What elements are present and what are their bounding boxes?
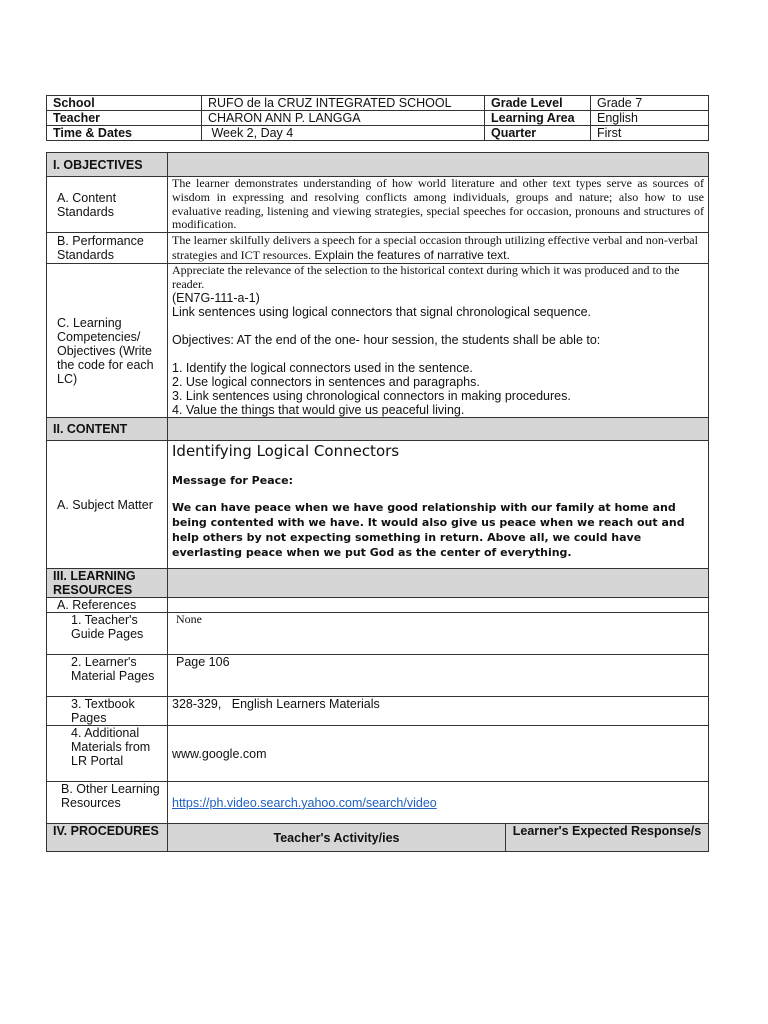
performance-standards-text: The learner skilfully delivers a speech for a special occasion through utilizing effective verbal and non-verbal strategies and ICT resources.: [172, 233, 698, 262]
other-resources-link[interactable]: https://ph.video.search.yahoo.com/search/video: [172, 795, 437, 810]
grade-value: Grade 7: [591, 96, 709, 111]
procedures-heading: IV. PROCEDURES: [47, 824, 168, 852]
content-heading: II. CONTENT: [47, 418, 168, 441]
teachers-guide-label: 1. Teacher's Guide Pages: [47, 613, 168, 655]
additional-materials-label: 4. Additional Materials from LR Portal: [47, 726, 168, 782]
competency-line-2: Link sentences using logical connectors that signal chronological sequence.: [172, 305, 592, 320]
competency-code: (EN7G-111-a-1): [172, 291, 260, 306]
textbook-value: 328-329, English Learners Materials: [168, 697, 709, 726]
learners-material-value: Page 106: [168, 655, 709, 697]
header-table: [46, 95, 709, 141]
time-value: Week 2, Day 4: [202, 126, 485, 141]
objective-item-4: 4. Value the things that would give us peaceful living.: [172, 403, 465, 418]
competencies-cell: [168, 263, 709, 418]
performance-standards-label: B. Performance Standards: [47, 233, 168, 264]
content-heading-fill: [168, 418, 709, 441]
other-resources-cell: [168, 782, 709, 824]
grade-label: Grade Level: [485, 96, 591, 111]
school-value: RUFO de la CRUZ INTEGRATED SCHOOL: [202, 96, 485, 111]
subject-subtitle: Message for Peace:: [172, 474, 294, 488]
teachers-guide-value: None: [168, 613, 709, 655]
area-value: English: [591, 111, 709, 126]
objectives-heading: I. OBJECTIVES: [47, 153, 168, 177]
objective-item-2: 2. Use logical connectors in sentences and paragraphs.: [172, 375, 480, 390]
competency-line-1: Appreciate the relevance of the selection to the historical context during which it was produced and to the reader.: [172, 263, 680, 291]
learner-response-column: Learner's Expected Response/s: [506, 824, 709, 852]
objective-item-3: 3. Link sentences using chronological connectors in making procedures.: [172, 389, 571, 404]
other-resources-label: B. Other Learning Resources: [47, 782, 168, 824]
performance-standards-cell: [168, 233, 709, 264]
school-label: School: [47, 96, 202, 111]
teacher-activity-column: Teacher's Activity/ies: [168, 824, 506, 852]
resources-heading-fill: [168, 569, 709, 598]
objective-item-1: 1. Identify the logical connectors used in the sentence.: [172, 361, 473, 376]
area-label: Learning Area: [485, 111, 591, 126]
objectives-intro: Objectives: AT the end of the one- hour session, the students shall be able to:: [172, 333, 601, 348]
content-standards-text: The learner demonstrates understanding of how world literature and other text types serve as sources of wisdom in expressing and resolving conflicts among individuals, groups and nature; also how to use evaluative reading, listening and viewing strategies, special speeches for occasion, pronouns and structures of modification.: [168, 177, 709, 233]
teacher-label: Teacher: [47, 111, 202, 126]
lesson-plan-table: [46, 152, 709, 852]
references-empty: [168, 598, 709, 613]
additional-materials-value: www.google.com: [168, 726, 709, 782]
subject-body: We can have peace when we have good relationship with our family at home and being contented with we have. It would also give us peace when we reach out and help others by not expecting something in return. Above all, we could have everlasting peace when we put God as the center of everything.: [172, 501, 685, 560]
subject-matter-cell: [168, 441, 709, 569]
performance-standards-extra: Explain the features of narrative text.: [311, 247, 510, 262]
competencies-label: C. Learning Competencies/ Objectives (Write the code for each LC): [47, 263, 168, 418]
references-label: A. References: [47, 598, 168, 613]
textbook-label: 3. Textbook Pages: [47, 697, 168, 726]
objectives-heading-fill: [168, 153, 709, 177]
subject-matter-label: A. Subject Matter: [47, 441, 168, 569]
subject-title: Identifying Logical Connectors: [172, 442, 400, 461]
quarter-value: First: [591, 126, 709, 141]
teacher-value: CHARON ANN P. LANGGA: [202, 111, 485, 126]
time-label: Time & Dates: [47, 126, 202, 141]
quarter-label: Quarter: [485, 126, 591, 141]
learners-material-label: 2. Learner's Material Pages: [47, 655, 168, 697]
content-standards-label: A. Content Standards: [47, 177, 168, 233]
resources-heading: III. LEARNING RESOURCES: [47, 569, 168, 598]
